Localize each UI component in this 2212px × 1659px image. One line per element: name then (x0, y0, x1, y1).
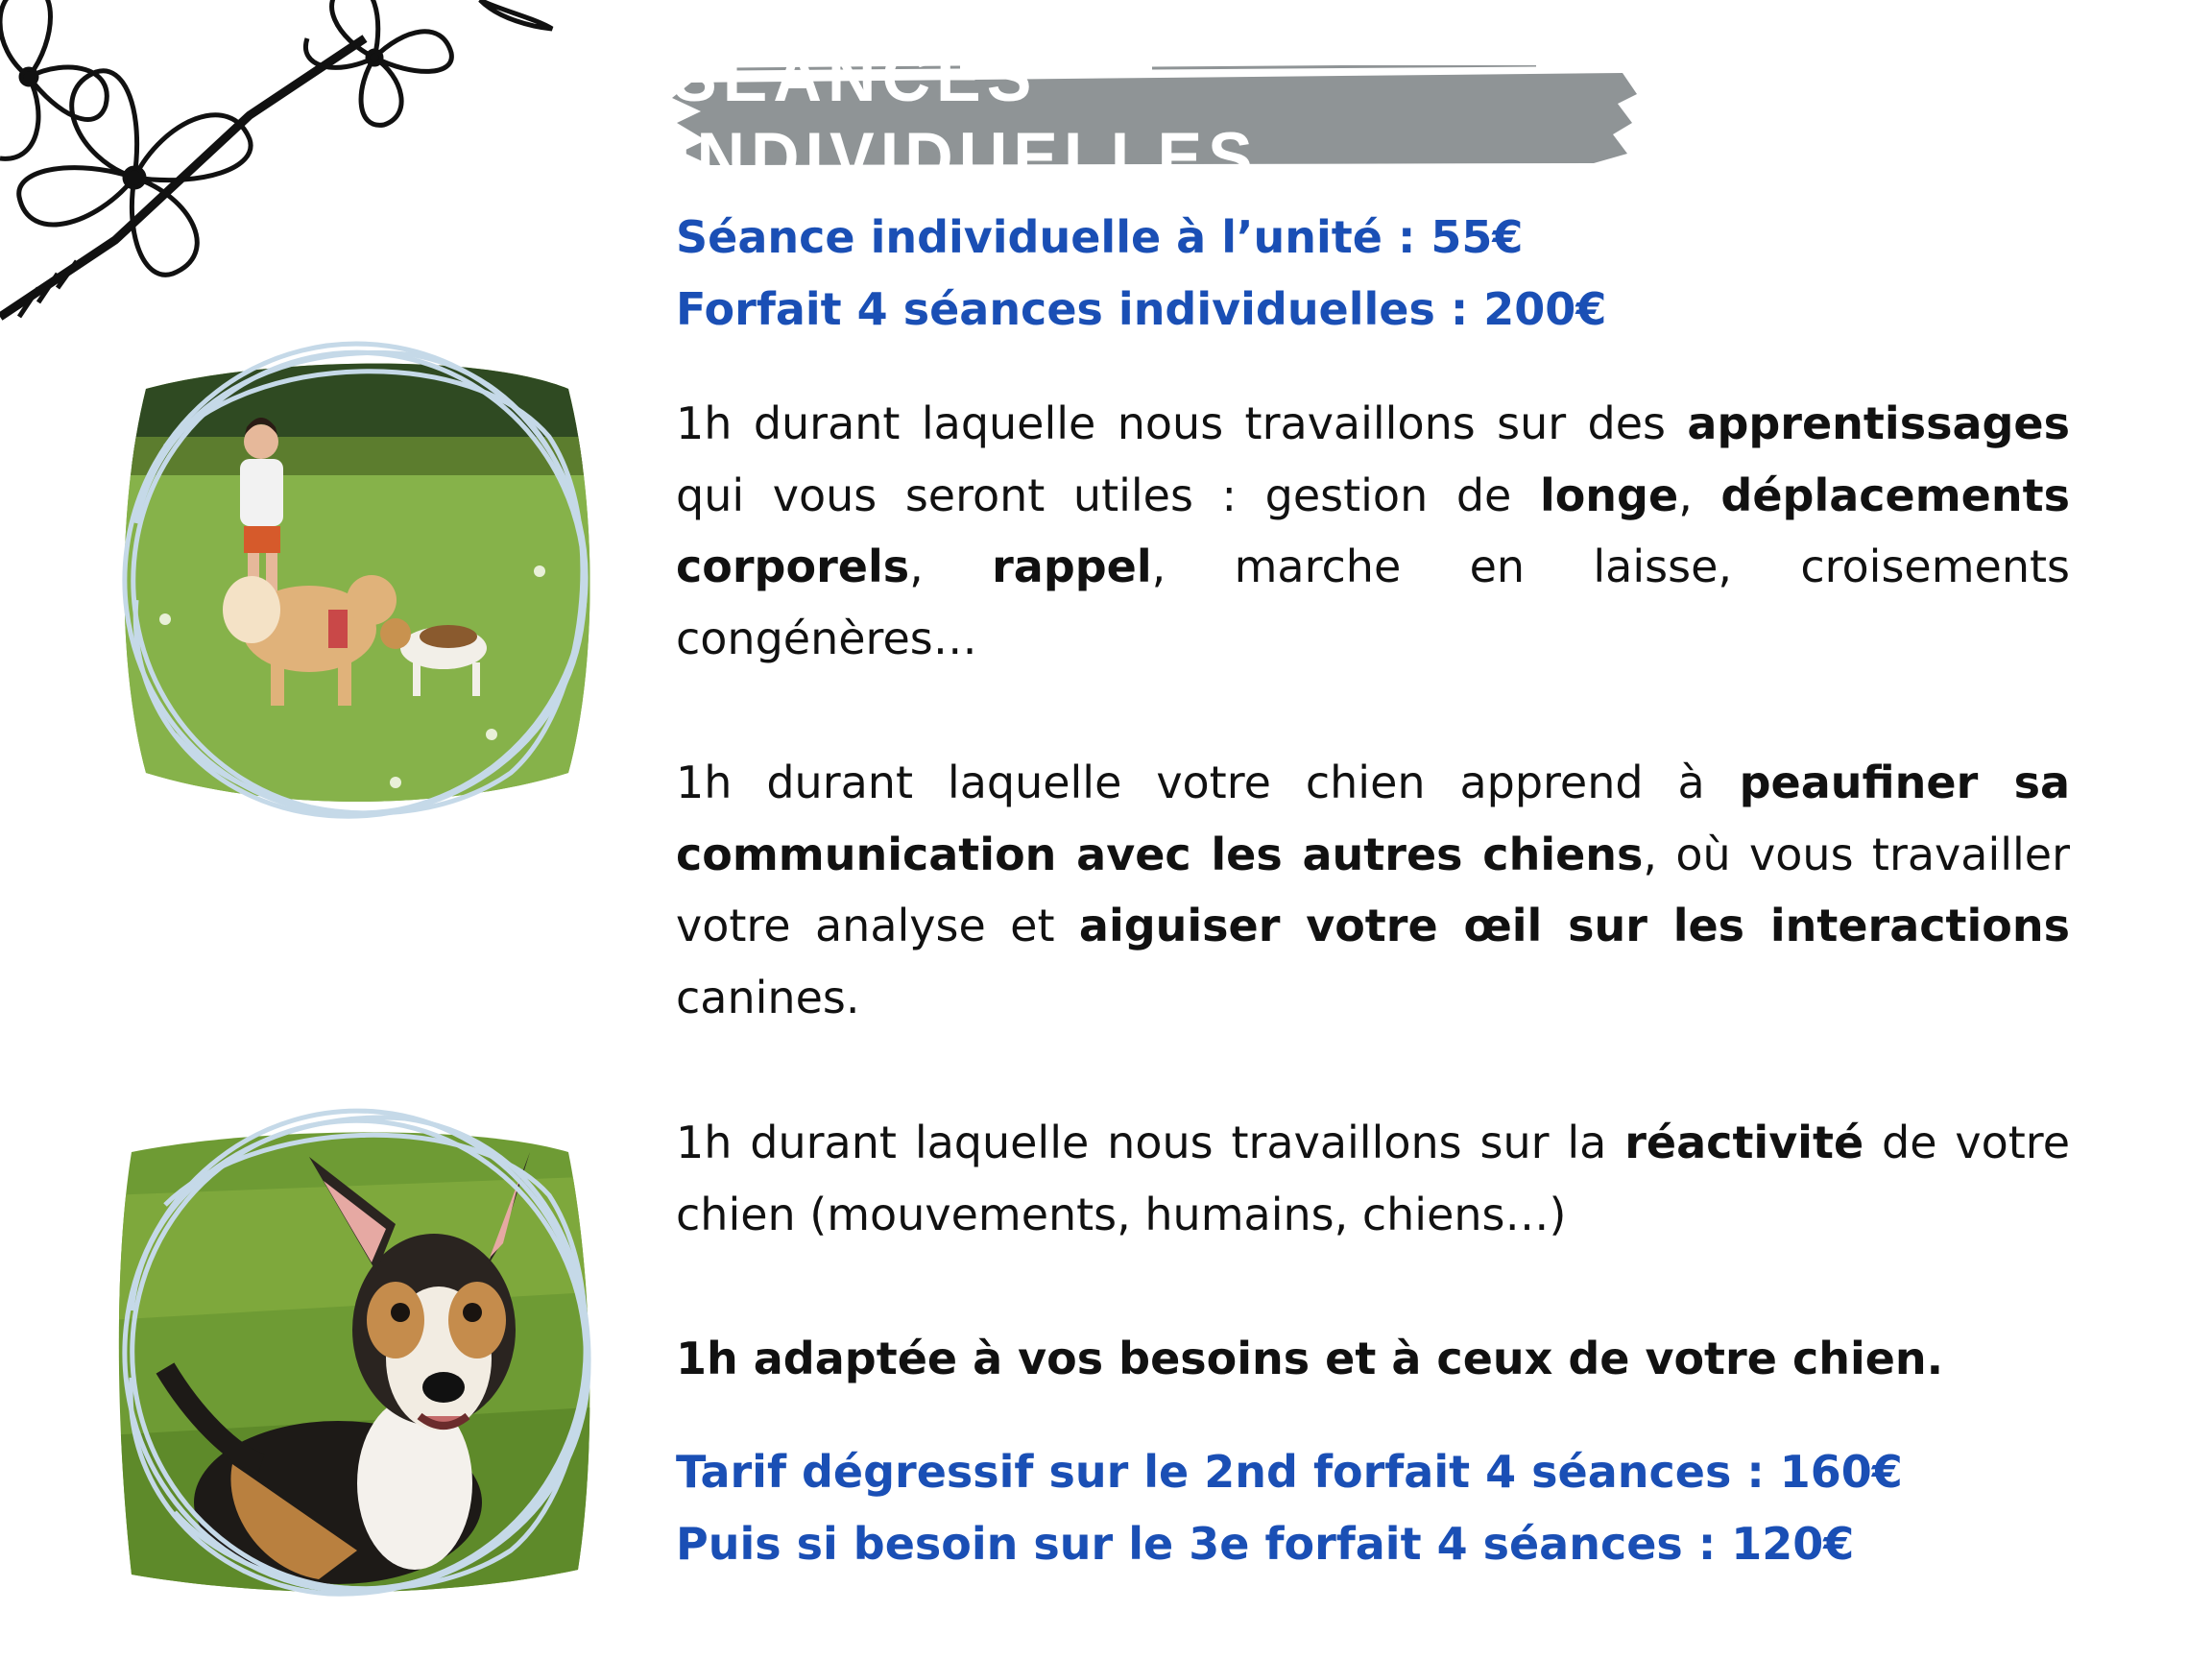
pack-price: Forfait 4 séances individuelles : 200€ (676, 283, 1607, 335)
third-pack-discount: Puis si besoin sur le 3e forfait 4 séances : 120€ (676, 1518, 1855, 1570)
woman-with-dogs-photo (108, 331, 607, 830)
paragraph-communication: 1h durant laquelle votre chien apprend à peaufiner sa communication avec les autres chiens, où vous travailler votre analyse et aiguiser votre œil sur les interactions canines. (676, 757, 2071, 1023)
tricolor-dog-photo (108, 1099, 607, 1608)
second-pack-discount: Tarif dégressif sur le 2nd forfait 4 séances : 160€ (676, 1446, 1903, 1498)
paragraph-learning: 1h durant laquelle nous travaillons sur des apprentissages qui vous seront utiles : gestion de longe, déplacements corporels, rappel, marche en laisse, croisements congénères… (676, 397, 2070, 664)
paragraph-reactivity: 1h durant laquelle nous travaillons sur la réactivité de votre chien (mouvements, humains, chiens…) (676, 1117, 2070, 1240)
single-session-price: Séance individuelle à l’unité : 55€ (676, 211, 1524, 263)
page-title: SEANCES INDIVIDUELLES (672, 37, 1259, 197)
flower-branch-illustration (0, 0, 576, 336)
paragraph-adapted: 1h adaptée à vos besoins et à ceux de votre chien. (676, 1333, 1944, 1384)
